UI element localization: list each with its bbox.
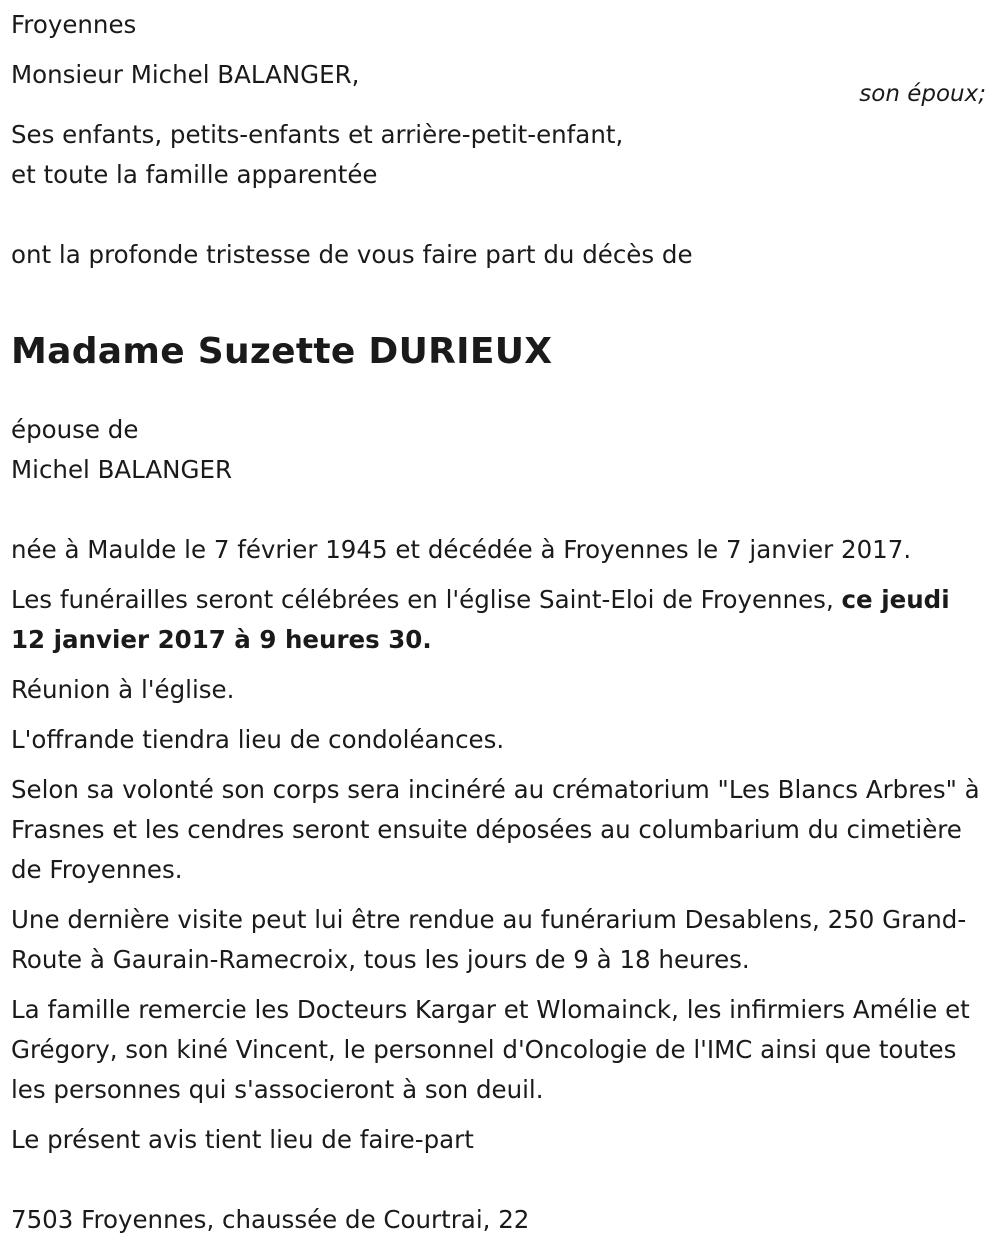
deceased-name: Madame Suzette DURIEUX [11, 331, 553, 372]
funeral-text [11, 580, 986, 660]
spouse-of-block [11, 410, 986, 490]
announcement-text: ont la profonde tristesse de vous faire part du décès de [11, 240, 693, 269]
spacer [11, 490, 986, 530]
address-text: 7503 Froyennes, chaussée de Courtrai, 22 [11, 1205, 530, 1234]
cremation-text: Selon sa volonté son corps sera incinéré au crématorium "Les Blancs Arbres" à Frasnes et les cendres seront ensuite déposées au columbarium du cimetière de Froyennes. [11, 775, 980, 884]
spacer [11, 1160, 986, 1200]
spacer [11, 195, 986, 235]
obituary-document [11, 5, 986, 1240]
spouse-of-label: épouse de [11, 415, 139, 444]
visit-text: Une dernière visite peut lui être rendue au funérarium Desablens, 250 Grand-Route à Gaurain-Ramecroix, tous les jours de 9 à 18 heures. [11, 905, 967, 974]
spouse-of-name: Michel BALANGER [11, 455, 232, 484]
family-line-1: Ses enfants, petits-enfants et arrière-petit-enfant, [11, 120, 624, 149]
funeral-datetime: ce jeudi 12 janvier 2017 à 9 heures 30. [11, 585, 950, 654]
thanks-text: La famille remercie les Docteurs Kargar et Wlomainck, les infirmiers Amélie et Grégory, son kiné Vincent, le personnel d'Oncologie de l'IMC ainsi que toutes les personnes qui s'associeront à son deuil. [11, 995, 970, 1104]
place-name: Froyennes [11, 10, 137, 39]
spouse-relation: son époux; [859, 81, 986, 107]
family-line-2: et toute la famille apparentée [11, 160, 378, 189]
birth-death-text: née à Maulde le 7 février 1945 et décédée à Froyennes le 7 janvier 2017. [11, 535, 912, 564]
notice-text: Le présent avis tient lieu de faire-part [11, 1125, 474, 1154]
offering-text: L'offrande tiendra lieu de condoléances. [11, 725, 505, 754]
meeting-text: Réunion à l'église. [11, 675, 235, 704]
spouse-name: Monsieur Michel BALANGER, [11, 60, 360, 89]
funeral-location: Les funérailles seront célébrées en l'église Saint-Eloi de Froyennes, [11, 585, 842, 614]
header-block [11, 5, 986, 195]
